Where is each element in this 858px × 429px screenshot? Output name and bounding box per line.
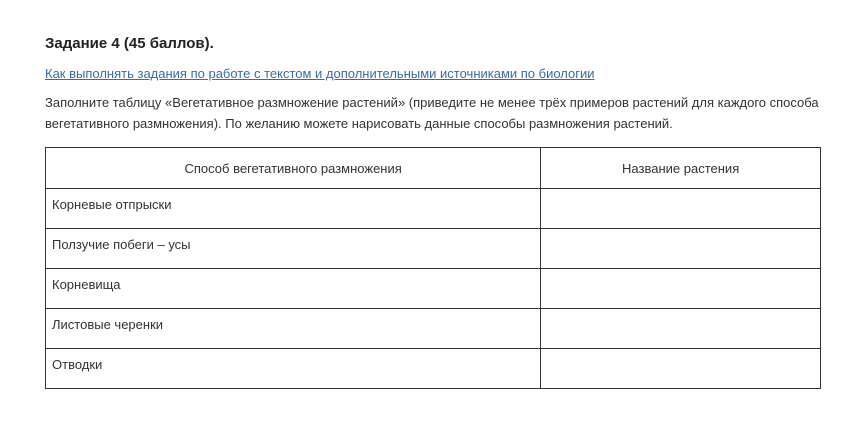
table-row <box>46 229 821 269</box>
plant-name-cell[interactable] <box>541 229 821 269</box>
table-header-row <box>46 148 821 189</box>
method-cell: Корневища <box>46 269 541 309</box>
method-cell: Корневые отпрыски <box>46 189 541 229</box>
method-cell: Ползучие побеги – усы <box>46 229 541 269</box>
plant-name-cell[interactable] <box>541 309 821 349</box>
plant-name-cell[interactable] <box>541 189 821 229</box>
task-section <box>45 33 821 134</box>
table-row <box>46 349 821 389</box>
help-link[interactable]: Как выполнять задания по работе с текстом и дополнительными источниками по биологии <box>45 66 595 81</box>
header-plant-name: Название растения <box>541 148 821 189</box>
plant-name-cell[interactable] <box>541 269 821 309</box>
method-cell: Листовые черенки <box>46 309 541 349</box>
table-row <box>46 309 821 349</box>
header-method: Способ вегетативного размножения <box>46 148 541 189</box>
plant-name-cell[interactable] <box>541 349 821 389</box>
method-cell: Отводки <box>46 349 541 389</box>
vegetative-reproduction-table <box>45 147 821 389</box>
task-title: Задание 4 (45 баллов). <box>45 35 214 52</box>
table-row <box>46 189 821 229</box>
table-row <box>46 269 821 309</box>
task-instructions: Заполните таблицу «Вегетативное размножение растений» (приведите не менее трёх примеров растений для каждого способа вегетативного размножения). По желанию можете нарисовать данные способы размножения растений. <box>45 95 819 131</box>
